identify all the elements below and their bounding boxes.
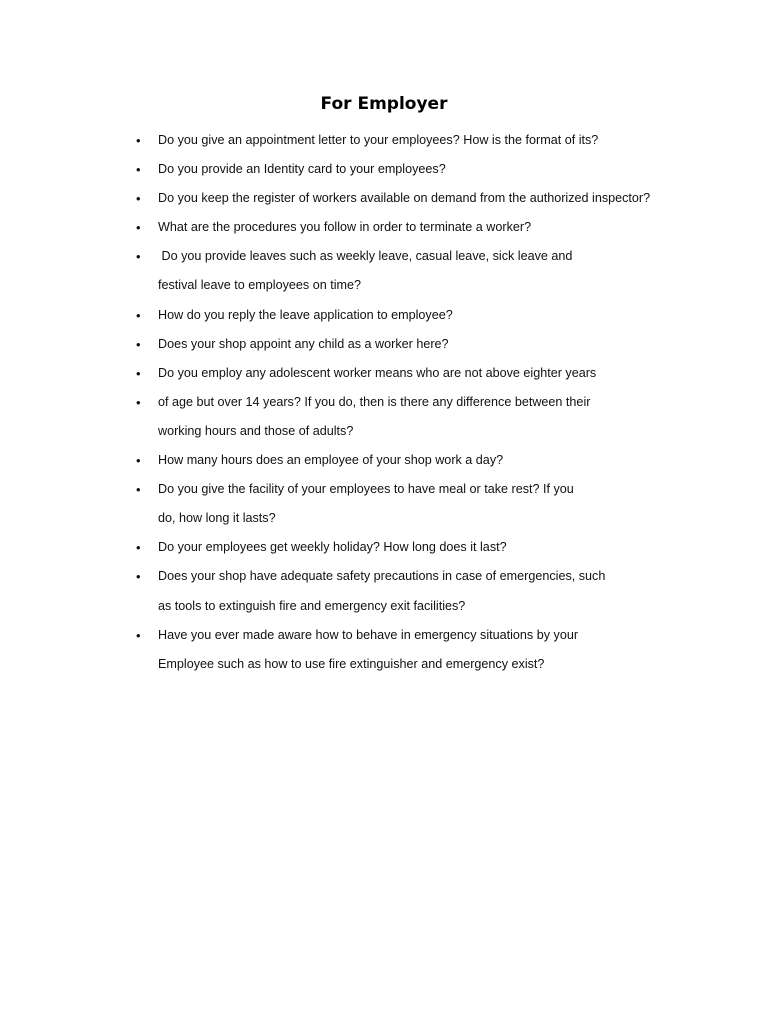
- bullet-icon: •: [136, 569, 141, 585]
- question-list: [0, 126, 768, 679]
- question-text: do, how long it lasts?: [158, 511, 276, 526]
- question-text: How many hours does an employee of your shop work a day?: [158, 453, 504, 468]
- question-text: Employee such as how to use fire extinguisher and emergency exist?: [158, 656, 545, 671]
- question-line: [0, 475, 768, 504]
- question-line: [0, 504, 768, 533]
- bullet-icon: •: [136, 133, 141, 148]
- question-line: [0, 621, 768, 650]
- question-line: [0, 650, 768, 679]
- question-line: [0, 301, 768, 330]
- bullet-icon: •: [136, 307, 141, 323]
- question-line: [0, 330, 768, 359]
- bullet-icon: •: [136, 482, 141, 498]
- question-line: [0, 388, 768, 417]
- question-text: working hours and those of adults?: [158, 423, 354, 438]
- bullet-icon: •: [136, 191, 141, 207]
- bullet-icon: •: [136, 627, 141, 643]
- question-text: of age but over 14 years? If you do, then is there any difference between their: [158, 394, 591, 409]
- question-line: [0, 562, 768, 591]
- question-text: What are the procedures you follow in order to terminate a worker?: [158, 220, 532, 235]
- bullet-icon: •: [136, 249, 141, 265]
- question-text: Do your employees get weekly holiday? How long does it last?: [158, 540, 507, 555]
- question-line: [0, 155, 768, 184]
- question-text: Do you provide leaves such as weekly leave, casual leave, sick leave and: [158, 249, 573, 264]
- question-text: festival leave to employees on time?: [158, 278, 362, 293]
- question-text: Does your shop appoint any child as a worker here?: [158, 336, 449, 351]
- bullet-icon: •: [136, 336, 141, 352]
- question-line: [0, 533, 768, 562]
- question-line: [0, 184, 768, 213]
- question-line: [0, 417, 768, 446]
- question-line: [0, 271, 768, 300]
- bullet-icon: •: [136, 220, 141, 236]
- question-line: [0, 213, 768, 242]
- question-text: Do you give an appointment letter to your employees? How is the format of its?: [158, 133, 599, 147]
- bullet-icon: •: [136, 394, 141, 410]
- question-line: [0, 592, 768, 621]
- question-text: as tools to extinguish fire and emergency exit facilities?: [158, 598, 466, 613]
- question-line: [0, 242, 768, 271]
- bullet-icon: •: [136, 540, 141, 556]
- bullet-icon: •: [136, 365, 141, 381]
- question-text: Have you ever made aware how to behave in emergency situations by your: [158, 627, 579, 642]
- bullet-icon: •: [136, 453, 141, 469]
- question-text: Do you employ any adolescent worker means who are not above eighter years: [158, 365, 597, 380]
- question-text: Do you give the facility of your employees to have meal or take rest? If you: [158, 482, 574, 497]
- question-text: Do you provide an Identity card to your employees?: [158, 162, 446, 177]
- question-line: [0, 446, 768, 475]
- question-line: [0, 359, 768, 388]
- page-title: For Employer: [320, 94, 448, 114]
- question-line: [0, 126, 768, 155]
- question-text: How do you reply the leave application to employee?: [158, 307, 453, 322]
- bullet-icon: •: [136, 162, 141, 178]
- question-text: Do you keep the register of workers available on demand from the authorized inspector?: [158, 191, 651, 206]
- question-text: Does your shop have adequate safety precautions in case of emergencies, such: [158, 569, 606, 584]
